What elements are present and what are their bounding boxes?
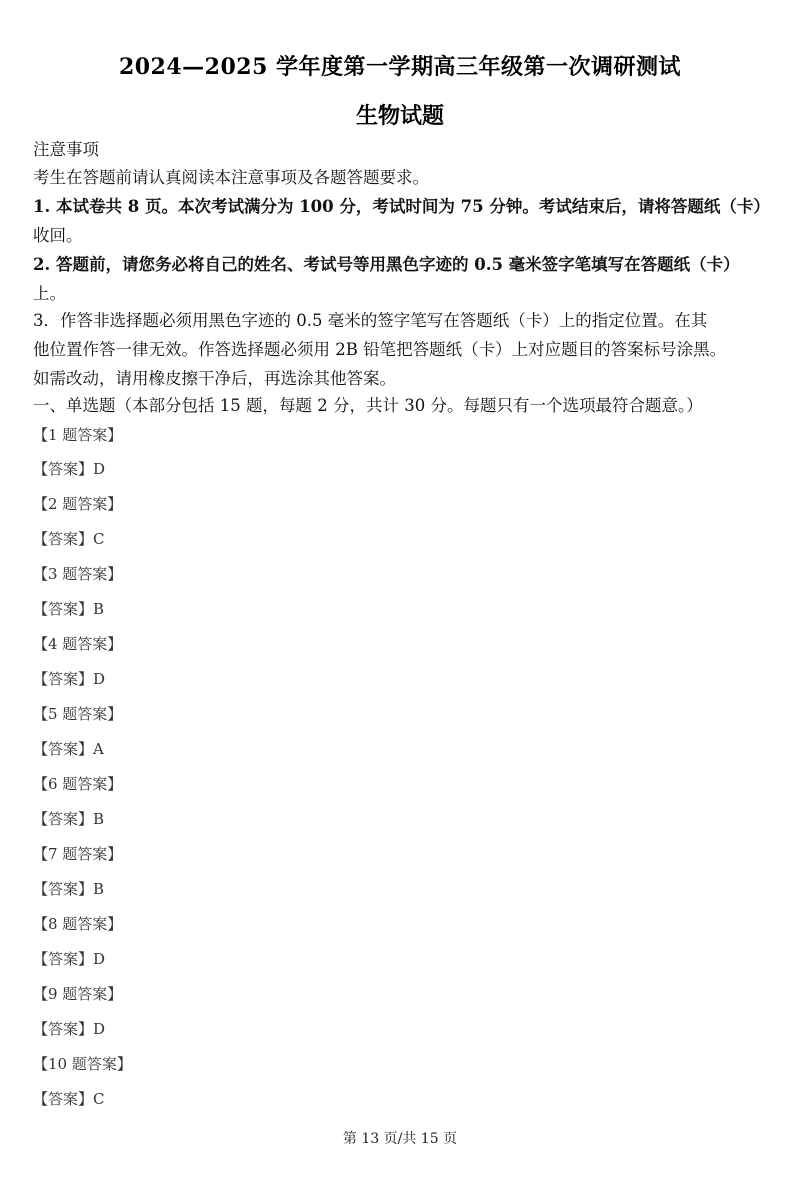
question-label: 【5 题答案】 [33, 705, 123, 723]
answer-text: 【答案】C [33, 1090, 105, 1108]
question-label: 【8 题答案】 [33, 915, 123, 933]
question-label: 【1 题答案】 [33, 426, 123, 444]
question-label: 【3 题答案】 [33, 565, 123, 583]
notice-item-2-cont: 上。 [33, 284, 66, 303]
answer-text: 【答案】C [33, 530, 105, 548]
answer-text: 【答案】B [33, 600, 105, 618]
page-subtitle: 生物试题 [355, 103, 444, 129]
answer-text: 【答案】A [33, 740, 104, 758]
notice-item-1-cont: 收回。 [33, 226, 83, 245]
notice-intro: 考生在答题前请认真阅读本注意事项及各题答题要求。 [33, 168, 429, 187]
section-heading: 一、单选题（本部分包括 15 题，每题 2 分，共计 30 分。每题只有一个选项最符合题意。） [33, 396, 703, 415]
notice-item-3: 3．作答非选择题必须用黑色字迹的 0.5 毫米的签字笔写在答题纸（卡）上的指定位置。在其 [33, 311, 708, 330]
notice-item-3-cont: 他位置作答一律无效。作答选择题必须用 2B 铅笔把答题纸（卡）上对应题目的答案标号涂黑。 [33, 340, 727, 359]
question-label: 【7 题答案】 [33, 845, 123, 863]
answer-text: 【答案】D [33, 460, 106, 478]
notice-item-3-cont2: 如需改动，请用橡皮擦干净后，再选涂其他答案。 [33, 369, 396, 388]
notice-item-2: 2. 答题前，请您务必将自己的姓名、考试号等用黑色字迹的 0.5 毫米签字笔填写在答题纸（卡） [33, 255, 740, 274]
question-label: 【4 题答案】 [33, 635, 123, 653]
page-footer: 第 13 页/共 15 页 [342, 1131, 458, 1147]
question-label: 【6 题答案】 [33, 775, 123, 793]
answer-text: 【答案】D [33, 1020, 106, 1038]
notice-item-1: 1. 本试卷共 8 页。本次考试满分为 100 分，考试时间为 75 分钟。考试结束后，请将答题纸（卡） [33, 197, 770, 216]
question-label: 【2 题答案】 [33, 495, 123, 513]
answer-text: 【答案】D [33, 670, 106, 688]
question-label: 【9 题答案】 [33, 985, 123, 1003]
answer-text: 【答案】B [33, 880, 105, 898]
notice-heading: 注意事项 [33, 140, 99, 159]
answer-text: 【答案】B [33, 810, 105, 828]
page-title: 2024—2025 学年度第一学期高三年级第一次调研测试 [118, 54, 682, 80]
answer-text: 【答案】D [33, 950, 106, 968]
question-label: 【10 题答案】 [33, 1055, 132, 1073]
